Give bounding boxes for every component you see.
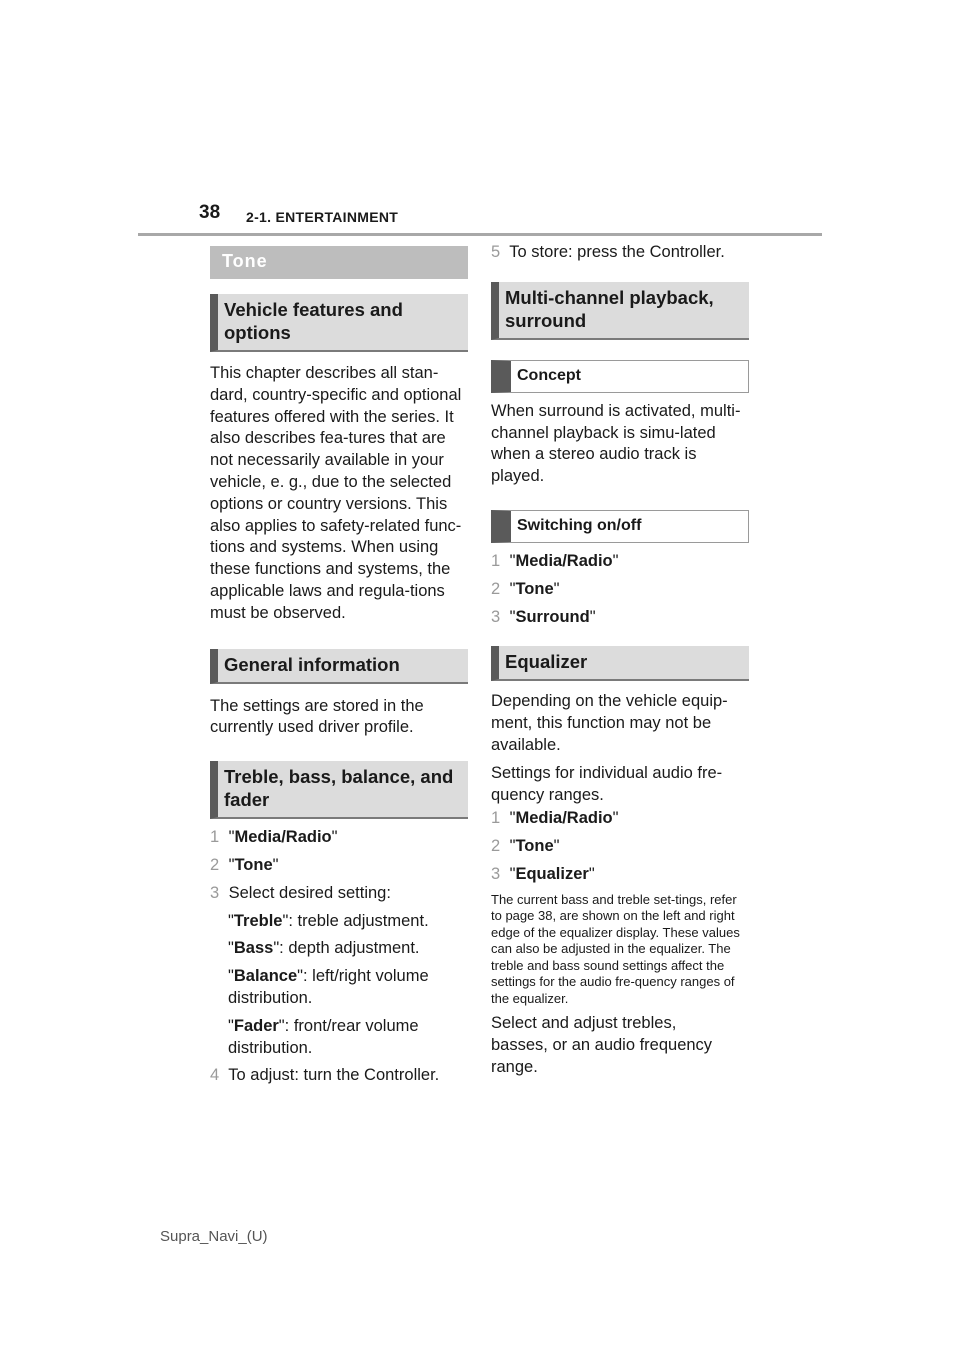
general-information-text: The settings are stored in the currently used driver profile. [210, 696, 424, 737]
heading-multi-channel: Multi-channel playback, surround [491, 282, 749, 340]
footer-text: Supra_Navi_(U) [160, 1228, 268, 1245]
step-item [491, 836, 749, 858]
bullet-text: ": treble adjustment. [282, 911, 429, 930]
step-number: 2 [491, 837, 501, 856]
quote: " [228, 1016, 234, 1035]
heading-general-information: General information [210, 649, 468, 684]
concept-text: When surround is activated, multi-channel playback is simu-lated when a stereo audio track is played. [491, 401, 741, 486]
step-label: Media/Radio [234, 828, 332, 847]
step-number: 2 [210, 855, 220, 874]
bullet-label: Fader [233, 1016, 279, 1035]
equalizer-text-2: Settings for individual audio fre-quency ranges. [491, 763, 723, 804]
vehicle-features-text: This chapter describes all stan-dard, country-specific and optional features offered with the series. It also describes fea-tures that are not necessarily available in your vehicle, e. g., due to the selected options or country versions. This also applies to safety-related func-tions and systems. When using these functions and systems, the applicable laws and regula-tions must be observed. [210, 364, 462, 622]
step-item [210, 855, 468, 877]
step-number: 1 [491, 809, 501, 828]
bullet-label: Bass [233, 939, 274, 958]
step-number: 2 [491, 579, 501, 598]
step-item [491, 551, 749, 573]
step-number: 4 [210, 1066, 220, 1085]
quote: " [228, 855, 235, 874]
bullet-text: ": left/right volume distribution. [228, 967, 429, 1007]
equalizer-text-1: Depending on the vehicle equip-ment, this function may not be available. [491, 692, 728, 754]
quote: " [553, 579, 560, 598]
bullet-item [210, 938, 468, 960]
bullet-label: Balance [233, 967, 298, 986]
right-column [491, 243, 749, 1079]
equalizer-text-3: Select and adjust trebles, basses, or an audio frequency range. [491, 1014, 713, 1076]
step-item [491, 808, 749, 830]
step-number: 5 [491, 243, 501, 261]
heading-treble-bass: Treble, bass, balance, and fader [210, 761, 468, 819]
quote: " [509, 579, 516, 598]
step-number: 1 [210, 828, 220, 847]
heading-concept: Concept [491, 360, 749, 393]
step-number: 3 [491, 607, 501, 626]
quote: " [509, 837, 516, 856]
step-label: Media/Radio [515, 551, 613, 570]
step-item [491, 864, 749, 886]
page-number: 38 [199, 202, 221, 223]
step-label: Tone [515, 579, 554, 598]
step-label: Tone [234, 855, 273, 874]
step-text: To adjust: turn the Controller. [228, 1066, 440, 1085]
bullet-item [210, 1016, 468, 1060]
quote: " [588, 864, 595, 883]
bullet-label: Treble [233, 911, 283, 930]
step-number: 3 [210, 883, 220, 902]
step-item [491, 607, 749, 629]
quote: " [553, 837, 560, 856]
step-number: 1 [491, 551, 501, 570]
bullet-item [210, 911, 468, 933]
header-rule [138, 233, 822, 236]
step-item [491, 242, 749, 264]
quote: " [272, 855, 279, 874]
step-item [210, 883, 468, 905]
equalizer-note: The current bass and treble set-tings, refer to page 38, are shown on the left and right edge of the equalizer display. These values can also be adjusted in the equalizer. The treble and bass sound settings affect the settings for the audio fre-quency ranges of the equalizer. [491, 891, 740, 1006]
step-text: To store: press the Controller. [509, 243, 725, 261]
quote: " [228, 911, 234, 930]
step-text: Select desired setting: [228, 883, 391, 902]
quote: " [228, 939, 234, 958]
step-item [210, 827, 468, 849]
left-column [210, 246, 468, 1087]
section-banner-tone: Tone [210, 246, 468, 279]
heading-switching-on-off: Switching on/off [491, 510, 749, 543]
bullet-item [210, 966, 468, 1010]
step-label: Surround [515, 607, 590, 626]
quote: " [509, 809, 516, 828]
chapter-title: 2-1. ENTERTAINMENT [246, 209, 399, 225]
heading-vehicle-features: Vehicle features and options [210, 294, 468, 352]
quote: " [228, 828, 235, 847]
step-label: Media/Radio [515, 809, 613, 828]
quote: " [228, 967, 234, 986]
quote: " [612, 809, 619, 828]
quote: " [509, 864, 516, 883]
step-item [491, 579, 749, 601]
bullet-text: ": depth adjustment. [273, 939, 420, 958]
heading-equalizer: Equalizer [491, 646, 749, 681]
quote: " [509, 607, 516, 626]
step-number: 3 [491, 864, 501, 883]
quote: " [589, 607, 596, 626]
bullet-text: ": front/rear volume distribution. [228, 1016, 419, 1057]
quote: " [612, 551, 619, 570]
step-label: Equalizer [515, 864, 589, 883]
quote: " [331, 828, 338, 847]
step-item [210, 1065, 468, 1087]
quote: " [509, 551, 516, 570]
step-label: Tone [515, 837, 554, 856]
